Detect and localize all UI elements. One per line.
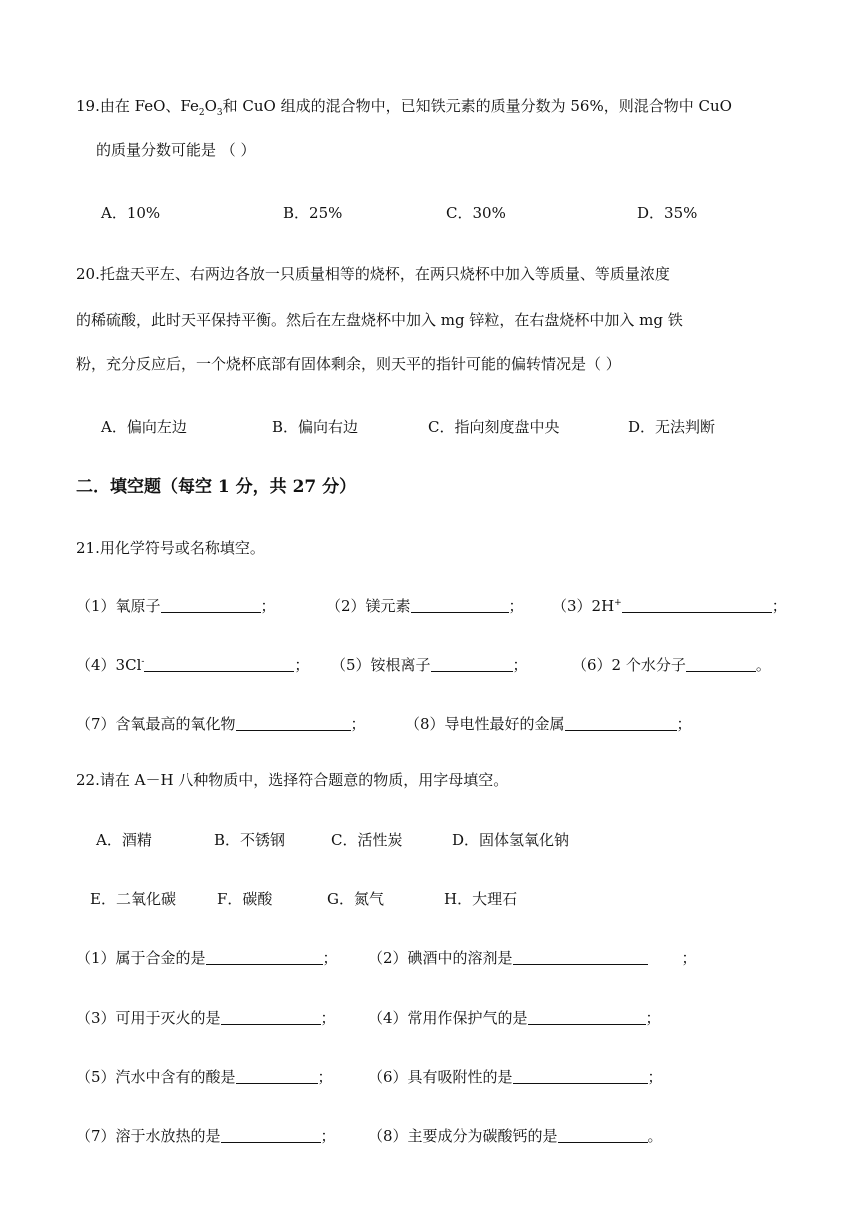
q22-option-f: F．碳酸 — [217, 890, 273, 908]
q22-row-3-b: （6）具有吸附性的是 ； — [368, 1068, 663, 1086]
answer-blank[interactable] — [513, 1067, 648, 1084]
q22-row-4: （7）溶于水放热的是 ； — [76, 1127, 336, 1145]
q22-stem: 22.请在 A－H 八种物质中，选择符合题意的物质，用字母填空。 — [76, 771, 509, 789]
q22-row-2-b: （4）常用作保护气的是 ； — [368, 1009, 661, 1027]
q19-line-1: 19.由在 FeO、$Fe_2O_3$和 CuO 组成的混合物中，已知铁元素的质量分数为 56%，则混合物中 CuO — [76, 97, 732, 118]
answer-blank[interactable] — [236, 1067, 318, 1084]
q22-option-a: A．酒精 — [96, 831, 152, 849]
answer-blank[interactable] — [144, 655, 294, 672]
q21-row-2: （4）3Cl- ； — [76, 656, 310, 674]
answer-blank[interactable] — [513, 948, 648, 965]
q21-stem: 21.用化学符号或名称填空。 — [76, 539, 265, 557]
q20-line-3: 粉，充分反应后，一个烧杯底部有固体剩余，则天平的指针可能的偏转情况是（ ） — [76, 355, 621, 373]
answer-blank[interactable] — [221, 1008, 321, 1025]
q21-row-3-b: （8）导电性最好的金属 ； — [405, 715, 692, 733]
q20-option-c: C．指向刻度盘中央 — [428, 418, 560, 436]
q22-option-c: C．活性炭 — [331, 831, 403, 849]
q20-option-d: D．无法判断 — [628, 418, 716, 436]
q22-option-e: E．二氧化碳 — [90, 890, 176, 908]
answer-blank[interactable] — [622, 596, 772, 613]
answer-blank[interactable] — [206, 948, 323, 965]
q22-row-3: （5）汽水中含有的酸是 ； — [76, 1068, 333, 1086]
answer-blank[interactable] — [431, 655, 513, 672]
q19-line-2: 的质量分数可能是 （ ） — [96, 141, 256, 159]
answer-blank[interactable] — [686, 655, 756, 672]
q21-row-2-b: （5）铵根离子 ； — [331, 656, 528, 674]
q19-option-a: A．10% — [101, 204, 161, 222]
q22-row-1-b: （2）碘酒中的溶剂是 ； — [368, 949, 697, 967]
q21-row-1: （1）氧原子 ； — [76, 597, 276, 615]
q22-row-1: （1）属于合金的是 ； — [76, 949, 338, 967]
answer-blank[interactable] — [565, 714, 677, 731]
q20-option-a: A．偏向左边 — [101, 418, 187, 436]
q22-option-d: D．固体氢氧化钠 — [452, 831, 570, 849]
answer-blank[interactable] — [236, 714, 351, 731]
answer-blank[interactable] — [161, 596, 261, 613]
q22-row-4-b: （8）主要成分为碳酸钙的是 。 — [368, 1127, 663, 1145]
q19-option-b: B．25% — [283, 204, 343, 222]
answer-blank[interactable] — [221, 1126, 321, 1143]
q20-line-2: 的稀硫酸，此时天平保持平衡。然后在左盘烧杯中加入 mg 锌粒，在右盘烧杯中加入 mg 铁 — [76, 311, 683, 329]
q19-option-c: C．30% — [446, 204, 506, 222]
q20-option-b: B．偏向右边 — [272, 418, 359, 436]
answer-blank[interactable] — [528, 1008, 646, 1025]
q22-option-b: B．不锈钢 — [214, 831, 286, 849]
q21-row-3: （7）含氧最高的氧化物 ； — [76, 715, 366, 733]
q21-row-1-c: （3）2H+ ； — [552, 597, 787, 615]
q22-row-2: （3）可用于灭火的是 ； — [76, 1009, 336, 1027]
q21-row-1-b: （2）镁元素 ； — [326, 597, 524, 615]
answer-blank[interactable] — [558, 1126, 648, 1143]
q20-line-1: 20.托盘天平左、右两边各放一只质量相等的烧杯，在两只烧杯中加入等质量、等质量浓度 — [76, 265, 670, 283]
q21-row-2-c: （6）2 个水分子 。 — [572, 656, 771, 674]
q19-option-d: D．35% — [637, 204, 698, 222]
answer-blank[interactable] — [411, 596, 509, 613]
q22-option-g: G．氮气 — [327, 890, 384, 908]
section-2-title: 二．填空题（每空 1 分，共 27 分） — [76, 477, 357, 497]
q22-option-h: H．大理石 — [444, 890, 518, 908]
